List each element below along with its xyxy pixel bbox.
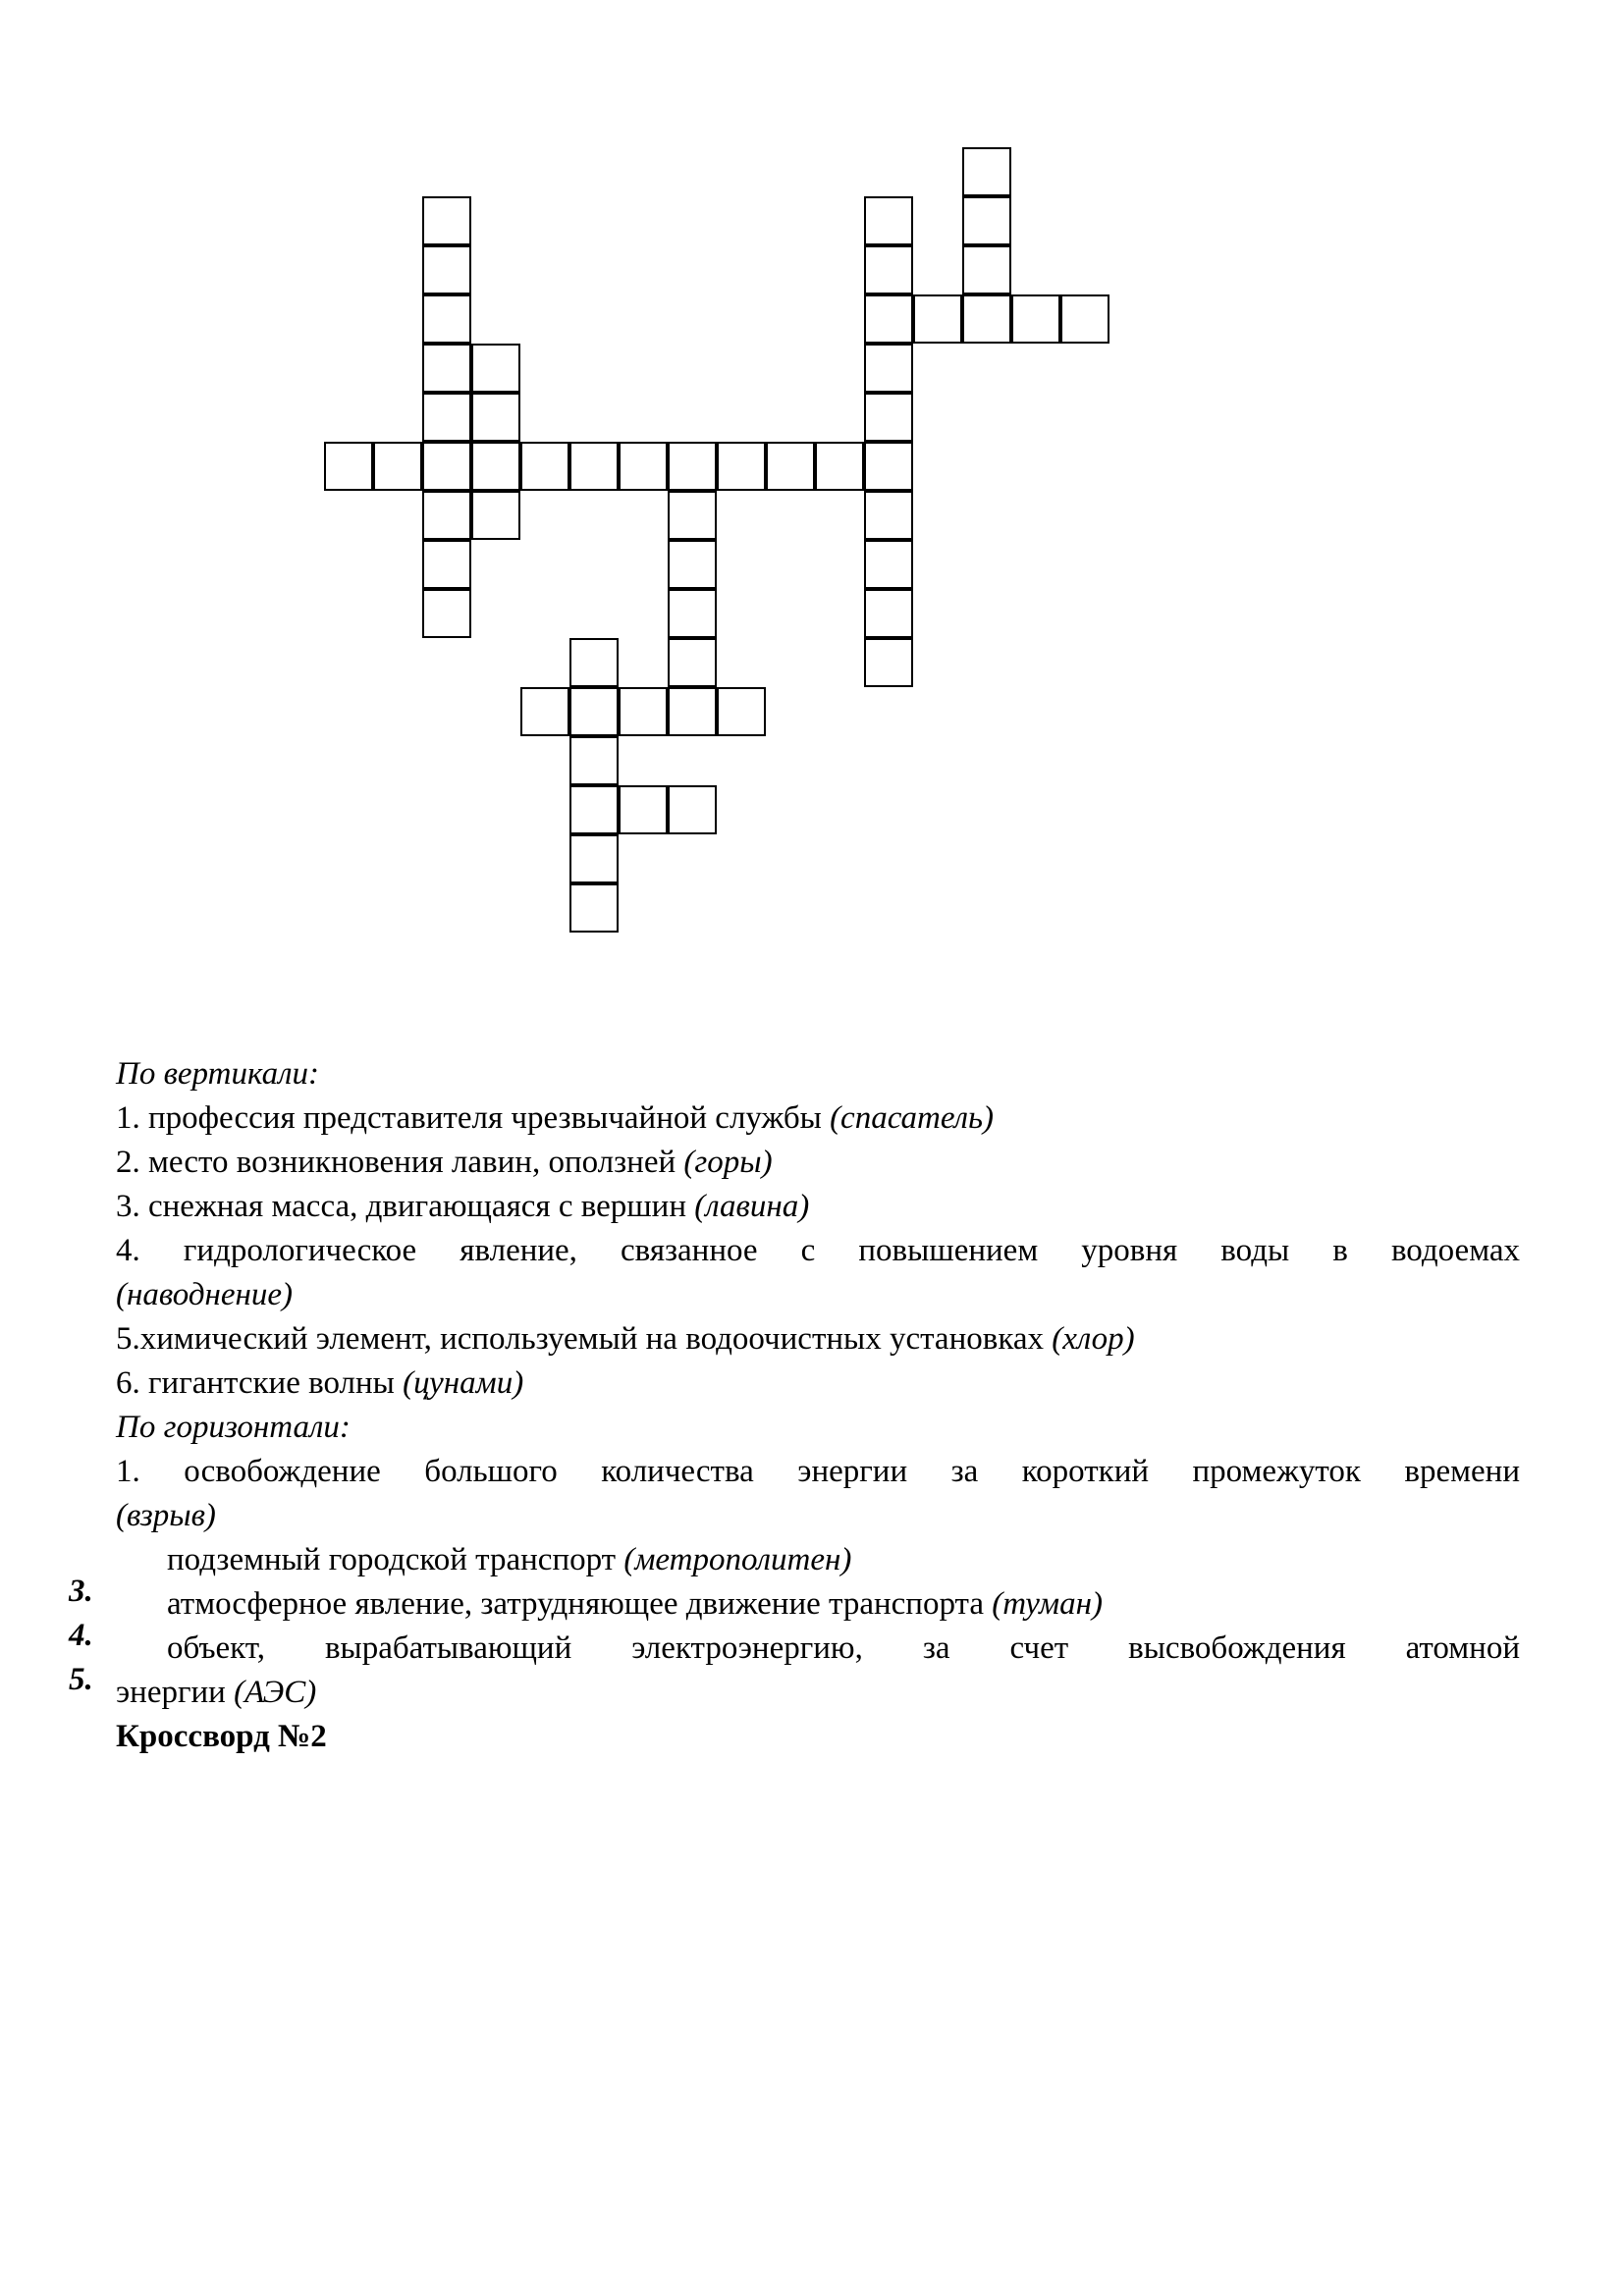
crossword-cell[interactable] [1060,294,1109,344]
vertical-heading: По вертикали: [116,1056,319,1092]
crossword-cell[interactable] [864,245,913,294]
crossword-cell[interactable] [422,344,471,393]
crossword-cell[interactable] [864,589,913,638]
crossword-cell[interactable] [766,442,815,491]
crossword-cell[interactable] [1011,294,1060,344]
crossword-cell[interactable] [422,540,471,589]
crossword-cell[interactable] [422,491,471,540]
clue-answer: (горы) [683,1145,773,1180]
crossword-cell[interactable] [373,442,422,491]
crossword-cell[interactable] [962,147,1011,196]
crossword-cell[interactable] [520,687,569,736]
clue-text: 6. гигантские волны [116,1365,404,1401]
clue-answer: (спасатель) [830,1100,995,1136]
crossword-cell[interactable] [520,442,569,491]
crossword-cell[interactable] [668,638,717,687]
crossword-cell[interactable] [962,245,1011,294]
clue-answer: (лавина) [694,1189,810,1224]
vertical-clue-2 [116,1141,1520,1185]
clue-text: объект, вырабатывающий электроэнергию, за счет высвобождения атомной [167,1630,1520,1666]
clue-text: 1. профессия представителя чрезвычайной службы [116,1100,831,1136]
clue-answer: (АЭС) [234,1675,317,1710]
crossword-cell[interactable] [864,344,913,393]
clue-answer: (цунами) [403,1365,524,1401]
crossword-cell[interactable] [569,883,619,933]
crossword-cell[interactable] [962,196,1011,245]
clue-text: подземный городской транспорт [167,1542,624,1577]
crossword-cell[interactable] [471,491,520,540]
crossword-cell[interactable] [864,442,913,491]
clue-answer: (хлор) [1052,1321,1135,1357]
clues-section [69,1052,1520,1759]
crossword-cell[interactable] [668,589,717,638]
clue-text: 3. снежная масса, двигающаяся с вершин [116,1189,695,1224]
crossword-cell[interactable] [668,491,717,540]
horizontal-clue-1: 1. освобождение большого количества энергии за короткий промежуток времени [116,1454,1520,1489]
crossword-cell[interactable] [471,442,520,491]
crossword-cell[interactable] [619,785,668,834]
clue-text: атмосферное явление, затрудняющее движение транспорта [167,1586,993,1622]
crossword-cell[interactable] [864,393,913,442]
crossword-cell[interactable] [569,736,619,785]
crossword-cell[interactable] [422,442,471,491]
crossword-cell[interactable] [569,687,619,736]
horizontal-clue-5-cont [116,1671,1520,1715]
vertical-clue-3 [116,1185,1520,1229]
crossword-cell[interactable] [864,638,913,687]
vertical-clue-1 [116,1096,1520,1141]
crossword-cell[interactable] [422,393,471,442]
crossword-grid [0,0,1623,1080]
crossword-title: Кроссворд №2 [116,1719,327,1754]
crossword-cell[interactable] [913,294,962,344]
crossword-cell[interactable] [864,294,913,344]
vertical-clue-4-answer: (наводнение) [116,1277,294,1312]
crossword-cell[interactable] [422,245,471,294]
vertical-clue-4: 4. гидрологическое явление, связанное с повышением уровня воды в водоемах [116,1233,1520,1268]
crossword-cell[interactable] [422,196,471,245]
crossword-cell[interactable] [569,638,619,687]
crossword-cell[interactable] [864,491,913,540]
crossword-cell[interactable] [422,589,471,638]
crossword-cell[interactable] [471,344,520,393]
crossword-cell[interactable] [422,294,471,344]
vertical-clue-6 [116,1362,1520,1406]
crossword-cell[interactable] [717,442,766,491]
clue-text: 2. место возникновения лавин, оползней [116,1145,684,1180]
clue-text: энергии [116,1675,235,1710]
clue-text: 5.химический элемент, используемый на водоочистных установках [116,1321,1053,1357]
clue-number: 3. [69,1574,93,1609]
crossword-cell[interactable] [471,393,520,442]
crossword-cell[interactable] [569,442,619,491]
crossword-cell[interactable] [619,687,668,736]
crossword-cell[interactable] [864,196,913,245]
crossword-cell[interactable] [569,785,619,834]
crossword-cell[interactable] [619,442,668,491]
crossword-cell[interactable] [864,540,913,589]
crossword-cell[interactable] [668,785,717,834]
crossword-cell[interactable] [668,540,717,589]
crossword-cell[interactable] [324,442,373,491]
crossword-cell[interactable] [815,442,864,491]
vertical-clue-5 [116,1317,1520,1362]
crossword-cell[interactable] [668,687,717,736]
crossword-cell[interactable] [569,834,619,883]
horizontal-heading: По горизонтали: [116,1410,351,1445]
crossword-cell[interactable] [962,294,1011,344]
horizontal-clue-1-answer: (взрыв) [116,1498,216,1533]
clue-answer: (туман) [992,1586,1103,1622]
clue-number: 5. [69,1662,93,1697]
clue-number: 4. [69,1618,93,1653]
crossword-cell[interactable] [717,687,766,736]
crossword-cell[interactable] [668,442,717,491]
clue-answer: (метрополитен) [623,1542,852,1577]
